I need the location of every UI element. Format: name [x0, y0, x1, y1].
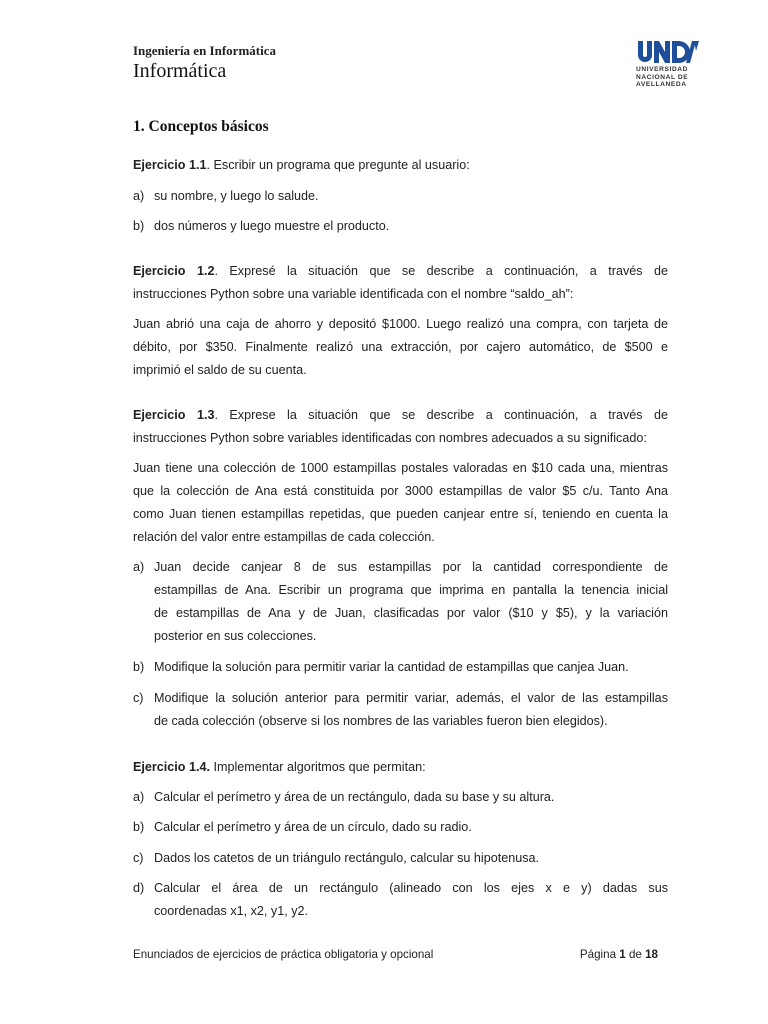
exercise-1-1-intro: [133, 154, 668, 177]
list-letter: c): [133, 691, 144, 705]
list-line: Juan decide canjear 8 de sus estampillas por la cantidad correspondiente de: [154, 560, 668, 574]
list-text: dos números y luego muestre el producto.: [154, 219, 390, 233]
of-word: de: [628, 948, 642, 961]
list-item: [133, 847, 668, 870]
list-letter: a): [133, 560, 145, 574]
list-line: Calcular el área de un rectángulo (alineado con los ejes x e y) dadas sus: [154, 881, 668, 895]
list-item: [133, 816, 668, 839]
current-page: 1: [619, 948, 626, 961]
exercise-label: Ejercicio 1.2: [133, 264, 215, 278]
university-logo: [636, 40, 726, 92]
undav-logo-mark: [636, 40, 700, 64]
header-subtitle: Ingeniería en Informática: [133, 43, 276, 58]
list-letter: b): [133, 219, 145, 233]
total-pages: 18: [645, 948, 658, 961]
logo-line-1: UNIVERSIDAD: [636, 66, 689, 73]
paragraph-line: Juan abrió una caja de ahorro y depositó $1000. Luego realizó una compra, con tarjeta de: [133, 317, 668, 331]
list-line: coordenadas x1, x2, y1, y2.: [154, 904, 309, 918]
exercise-text: Implementar algoritmos que permitan:: [210, 760, 426, 774]
list-line: Calcular el perímetro y área de un círculo, dado su radio.: [154, 820, 472, 834]
list-line: de estampillas de Ana y de Juan, clasificadas por valor ($10 y $5), y la variación: [154, 606, 668, 620]
exercise-label: Ejercicio 1.3: [133, 408, 215, 422]
paragraph-line: Juan tiene una colección de 1000 estampillas postales valoradas en $10 cada una, mientras: [133, 461, 668, 475]
list-item: [133, 687, 668, 733]
exercise-1-3-line-2: instrucciones Python sobre variables identificadas con nombres adecuados a su significado:: [133, 431, 647, 445]
list-item: [133, 786, 668, 809]
logo-line-2: NACIONAL DE: [636, 73, 689, 81]
list-letter: b): [133, 820, 145, 834]
list-item: [133, 215, 668, 238]
list-letter: c): [133, 851, 144, 865]
list-letter: a): [133, 790, 145, 804]
list-line: Modifique la solución para permitir variar la cantidad de estampillas que canjea Juan.: [154, 660, 629, 674]
section-title: 1. Conceptos básicos: [133, 118, 269, 135]
paragraph-line: como Juan tienen estampillas repetidas, que pueden canjear entre sí, teniendo en cuenta la: [133, 507, 668, 521]
exercise-text: . Escribir un programa que pregunte al usuario:: [206, 158, 470, 172]
list-line: Modifique la solución anterior para permitir variar, además, el valor de las estampillas: [154, 691, 668, 705]
list-line: Calcular el perímetro y área de un rectángulo, dada su base y su altura.: [154, 790, 555, 804]
paragraph-line: débito, por $350. Finalmente realizó una extracción, por cajero automático, de $500 e: [133, 340, 668, 354]
exercise-1-2-line-1: [133, 260, 668, 283]
exercise-1-4-intro: [133, 756, 668, 779]
list-line: estampillas de Ana. Escribir un programa que imprima en pantalla la tenencia inicial: [154, 583, 668, 597]
exercise-label: Ejercicio 1.1: [133, 158, 207, 172]
exercise-1-2-line-2: instrucciones Python sobre una variable identificada con el nombre “saldo_ah”:: [133, 287, 574, 301]
list-item: [133, 556, 668, 648]
list-line: posterior en sus colecciones.: [154, 629, 317, 643]
logo-line-3: AVELLANEDA: [636, 81, 687, 88]
exercise-1-3-line-1: [133, 404, 668, 427]
page-number: [580, 948, 658, 961]
list-line: de cada colección (observe si los nombres de las variables fueron bien elegidos).: [154, 714, 608, 728]
list-letter: b): [133, 660, 145, 674]
exercise-text: . Expresé la situación que se describe a continuación, a través de: [214, 264, 669, 278]
page-word: Página: [579, 948, 617, 961]
list-letter: d): [133, 881, 145, 895]
paragraph-line: que la colección de Ana está constituida por 3000 estampillas de valor $5 c/u. Tanto Ana: [133, 484, 668, 498]
list-text: su nombre, y luego lo salude.: [154, 189, 319, 203]
exercise-label: Ejercicio 1.4.: [133, 760, 211, 774]
page-footer: [133, 948, 658, 961]
list-letter: a): [133, 189, 145, 203]
paragraph-line: imprimió el saldo de su cuenta.: [133, 363, 307, 377]
header-title: Informática: [133, 60, 227, 82]
footer-text: Enunciados de ejercicios de práctica obligatoria y opcional: [133, 948, 434, 961]
list-item: [133, 185, 668, 208]
exercise-text: . Exprese la situación que se describe a continuación, a través de: [214, 408, 669, 422]
list-line: Dados los catetos de un triángulo rectángulo, calcular su hipotenusa.: [154, 851, 540, 865]
list-item: [133, 656, 668, 679]
paragraph-line: relación del valor entre estampillas de cada colección.: [133, 530, 435, 544]
list-item: [133, 877, 668, 923]
